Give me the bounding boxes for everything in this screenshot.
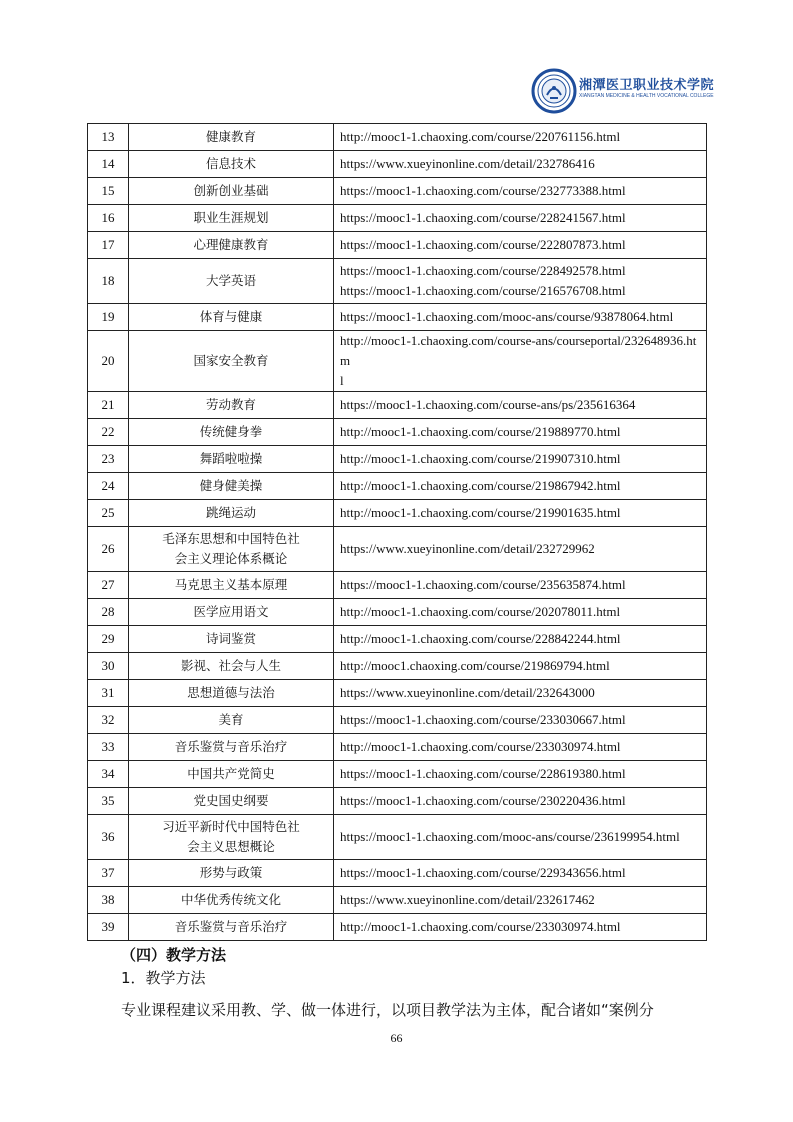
table-row — [88, 124, 707, 151]
course-name: 马克思主义基本原理 — [129, 572, 334, 599]
table-row — [88, 205, 707, 232]
table-row — [88, 788, 707, 815]
course-link[interactable]: http://mooc1-1.chaoxing.com/course/219901635.html — [334, 500, 707, 527]
table-row — [88, 680, 707, 707]
course-name: 心理健康教育 — [129, 232, 334, 259]
table-row — [88, 653, 707, 680]
course-name: 创新创业基础 — [129, 178, 334, 205]
course-link[interactable]: http://mooc1.chaoxing.com/course/219869794.html — [334, 653, 707, 680]
table-row — [88, 527, 707, 572]
course-link[interactable]: http://mooc1-1.chaoxing.com/course/228842244.html — [334, 626, 707, 653]
table-row — [88, 887, 707, 914]
course-number: 19 — [88, 304, 129, 331]
course-number: 34 — [88, 761, 129, 788]
course-name: 医学应用语文 — [129, 599, 334, 626]
course-link[interactable]: http://mooc1-1.chaoxing.com/course/233030974.html — [334, 914, 707, 941]
course-number: 25 — [88, 500, 129, 527]
course-name: 音乐鉴赏与音乐治疗 — [129, 734, 334, 761]
course-link[interactable]: http://mooc1-1.chaoxing.com/course/219889770.html — [334, 419, 707, 446]
course-link[interactable]: https://mooc1-1.chaoxing.com/course/228241567.html — [334, 205, 707, 232]
table-row — [88, 178, 707, 205]
course-link[interactable]: http://mooc1-1.chaoxing.com/course-ans/courseportal/232648936.htm l — [334, 331, 707, 392]
course-name: 思想道德与法治 — [129, 680, 334, 707]
course-number: 13 — [88, 124, 129, 151]
table-row — [88, 259, 707, 304]
course-name: 影视、社会与人生 — [129, 653, 334, 680]
course-link[interactable]: https://mooc1-1.chaoxing.com/course/229343656.html — [334, 860, 707, 887]
course-link[interactable]: https://mooc1-1.chaoxing.com/course/222807873.html — [334, 232, 707, 259]
course-link[interactable]: https://mooc1-1.chaoxing.com/mooc-ans/course/236199954.html — [334, 815, 707, 860]
table-row — [88, 626, 707, 653]
course-number: 38 — [88, 887, 129, 914]
course-link[interactable]: http://mooc1-1.chaoxing.com/course/219867942.html — [334, 473, 707, 500]
course-link[interactable]: http://mooc1-1.chaoxing.com/course/233030974.html — [334, 734, 707, 761]
course-number: 28 — [88, 599, 129, 626]
course-number: 30 — [88, 653, 129, 680]
course-link[interactable]: https://mooc1-1.chaoxing.com/course/233030667.html — [334, 707, 707, 734]
course-link[interactable]: https://mooc1-1.chaoxing.com/course-ans/ps/235616364 — [334, 392, 707, 419]
course-table-body — [88, 124, 707, 941]
course-number: 31 — [88, 680, 129, 707]
course-number: 32 — [88, 707, 129, 734]
table-row — [88, 232, 707, 259]
course-name: 跳绳运动 — [129, 500, 334, 527]
course-name: 音乐鉴赏与音乐治疗 — [129, 914, 334, 941]
course-number: 18 — [88, 259, 129, 304]
table-row — [88, 914, 707, 941]
course-link[interactable]: https://www.xueyinonline.com/detail/232729962 — [334, 527, 707, 572]
course-link[interactable]: https://mooc1-1.chaoxing.com/course/232773388.html — [334, 178, 707, 205]
course-number: 36 — [88, 815, 129, 860]
course-link[interactable]: https://mooc1-1.chaoxing.com/course/230220436.html — [334, 788, 707, 815]
table-row — [88, 419, 707, 446]
course-name: 习近平新时代中国特色社 会主义思想概论 — [129, 815, 334, 860]
table-row — [88, 500, 707, 527]
course-number: 21 — [88, 392, 129, 419]
table-row — [88, 304, 707, 331]
course-number: 22 — [88, 419, 129, 446]
course-link[interactable]: http://mooc1-1.chaoxing.com/course/202078011.html — [334, 599, 707, 626]
course-number: 14 — [88, 151, 129, 178]
course-number: 27 — [88, 572, 129, 599]
course-name: 信息技术 — [129, 151, 334, 178]
course-name: 舞蹈啦啦操 — [129, 446, 334, 473]
course-number: 39 — [88, 914, 129, 941]
course-link[interactable]: http://mooc1-1.chaoxing.com/course/220761156.html — [334, 124, 707, 151]
course-name: 健康教育 — [129, 124, 334, 151]
table-row — [88, 151, 707, 178]
course-name: 大学英语 — [129, 259, 334, 304]
course-name: 毛泽东思想和中国特色社 会主义理论体系概论 — [129, 527, 334, 572]
course-number: 17 — [88, 232, 129, 259]
course-number: 33 — [88, 734, 129, 761]
college-seal-icon — [531, 68, 577, 114]
course-link[interactable]: https://mooc1-1.chaoxing.com/course/228619380.html — [334, 761, 707, 788]
table-row — [88, 707, 707, 734]
table-row — [88, 734, 707, 761]
page-number: 66 — [390, 1031, 403, 1045]
college-logo — [531, 68, 736, 114]
course-table — [87, 123, 707, 941]
course-name: 职业生涯规划 — [129, 205, 334, 232]
course-name: 健身健美操 — [129, 473, 334, 500]
table-row — [88, 572, 707, 599]
course-number: 26 — [88, 527, 129, 572]
course-link[interactable]: http://mooc1-1.chaoxing.com/course/219907310.html — [334, 446, 707, 473]
college-name: 湘潭医卫职业技术学院 — [579, 78, 715, 93]
course-name: 体育与健康 — [129, 304, 334, 331]
table-row — [88, 815, 707, 860]
table-row — [88, 331, 707, 392]
subsection-title: 1．教学方法 — [121, 969, 206, 987]
course-number: 15 — [88, 178, 129, 205]
body-paragraph: 专业课程建议采用教、学、做一体进行，以项目教学法为主体，配合诸如“案例分 — [121, 1001, 654, 1019]
table-row — [88, 473, 707, 500]
table-row — [88, 761, 707, 788]
course-link[interactable]: https://www.xueyinonline.com/detail/232643000 — [334, 680, 707, 707]
table-row — [88, 860, 707, 887]
course-link[interactable]: https://mooc1-1.chaoxing.com/mooc-ans/course/93878064.html — [334, 304, 707, 331]
table-row — [88, 392, 707, 419]
course-name: 诗词鉴赏 — [129, 626, 334, 653]
course-name: 传统健身拳 — [129, 419, 334, 446]
course-name: 美育 — [129, 707, 334, 734]
course-link[interactable]: https://mooc1-1.chaoxing.com/course/228492578.html https://mooc1-1.chaoxing.com/course/216576708.html — [334, 259, 707, 304]
course-link[interactable]: https://www.xueyinonline.com/detail/232617462 — [334, 887, 707, 914]
course-number: 20 — [88, 331, 129, 392]
course-link[interactable]: https://mooc1-1.chaoxing.com/course/235635874.html — [334, 572, 707, 599]
section-title: （四）教学方法 — [121, 946, 227, 964]
course-number: 24 — [88, 473, 129, 500]
course-link[interactable]: https://www.xueyinonline.com/detail/232786416 — [334, 151, 707, 178]
course-name: 国家安全教育 — [129, 331, 334, 392]
course-number: 16 — [88, 205, 129, 232]
course-number: 35 — [88, 788, 129, 815]
course-name: 形势与政策 — [129, 860, 334, 887]
college-name-en: XIANGTAN MEDICINE & HEALTH VOCATIONAL COLLEGE — [579, 93, 714, 99]
course-number: 29 — [88, 626, 129, 653]
course-name: 党史国史纲要 — [129, 788, 334, 815]
table-row — [88, 599, 707, 626]
course-name: 中国共产党简史 — [129, 761, 334, 788]
course-number: 37 — [88, 860, 129, 887]
table-row — [88, 446, 707, 473]
course-number: 23 — [88, 446, 129, 473]
course-name: 中华优秀传统文化 — [129, 887, 334, 914]
course-name: 劳动教育 — [129, 392, 334, 419]
